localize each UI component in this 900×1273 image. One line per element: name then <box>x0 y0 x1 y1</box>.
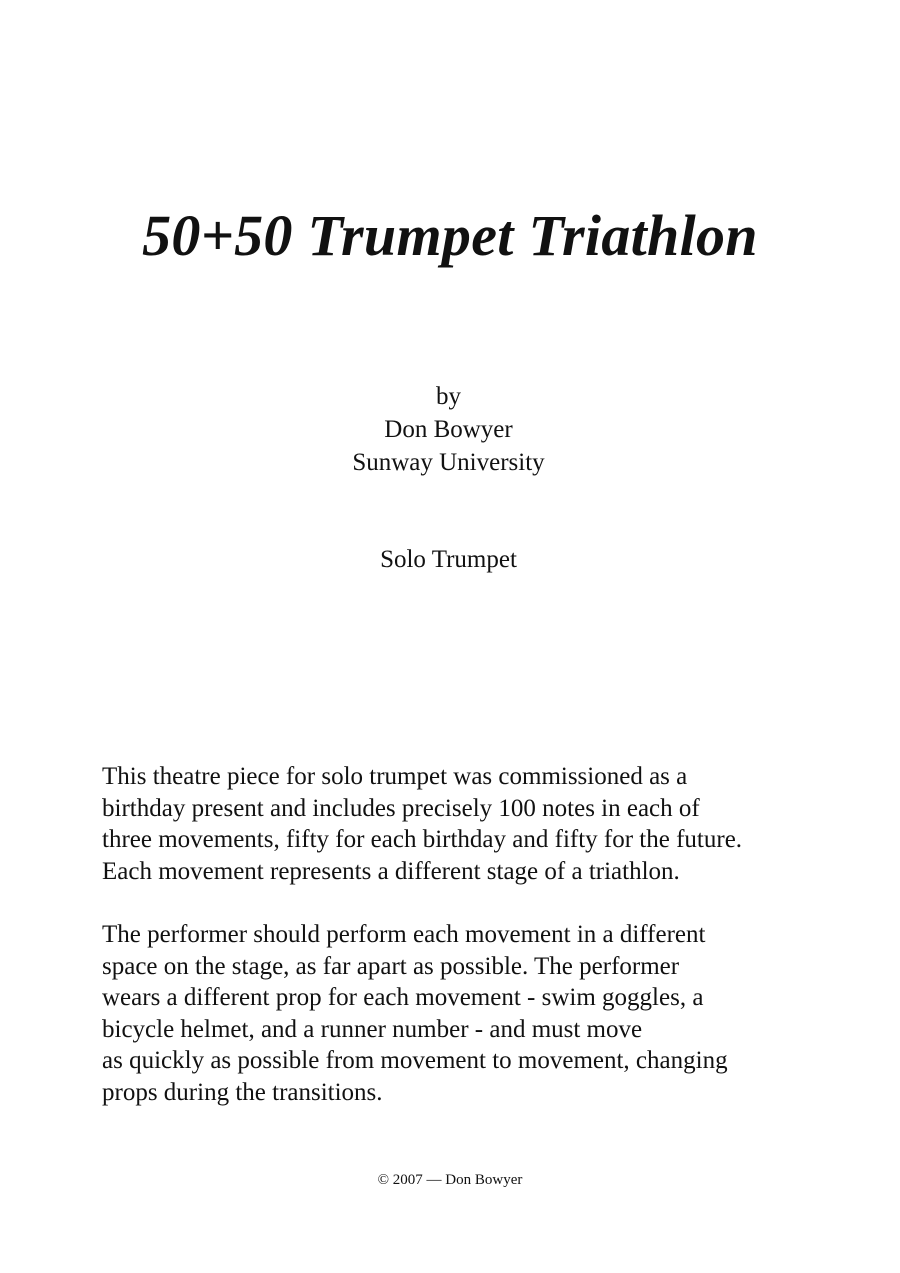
byline-by: by <box>436 383 461 410</box>
text-line: bicycle helmet, and a runner number - and must move <box>102 1015 643 1043</box>
instrumentation: Solo Trumpet <box>380 546 517 573</box>
copyright-notice: © 2007 — Don Bowyer <box>377 1172 523 1188</box>
text-line: wears a different prop for each movement - swim goggles, a <box>102 984 704 1012</box>
text-line: birthday present and includes precisely 100 notes in each of <box>102 794 700 822</box>
program-notes-paragraph-1 <box>102 761 842 887</box>
text-line: props during the transitions. <box>102 1078 383 1106</box>
text-line: Each movement represents a different stage of a triathlon. <box>102 857 680 885</box>
composer-affiliation: Sunway University <box>352 449 545 476</box>
text-line: This theatre piece for solo trumpet was commissioned as a <box>102 763 688 790</box>
text-line: The performer should perform each movement in a different <box>102 920 706 948</box>
text-line: space on the stage, as far apart as possible. The performer <box>102 952 680 980</box>
page-title: 50+50 Trumpet Triathlon <box>142 203 758 268</box>
composer-name: Don Bowyer <box>384 416 513 443</box>
program-notes <box>102 761 842 1109</box>
byline <box>0 380 897 479</box>
text-line: as quickly as possible from movement to movement, changing <box>102 1047 728 1075</box>
program-notes-paragraph-2 <box>102 919 842 1109</box>
text-line: three movements, fifty for each birthday and fifty for the future. <box>102 826 743 854</box>
